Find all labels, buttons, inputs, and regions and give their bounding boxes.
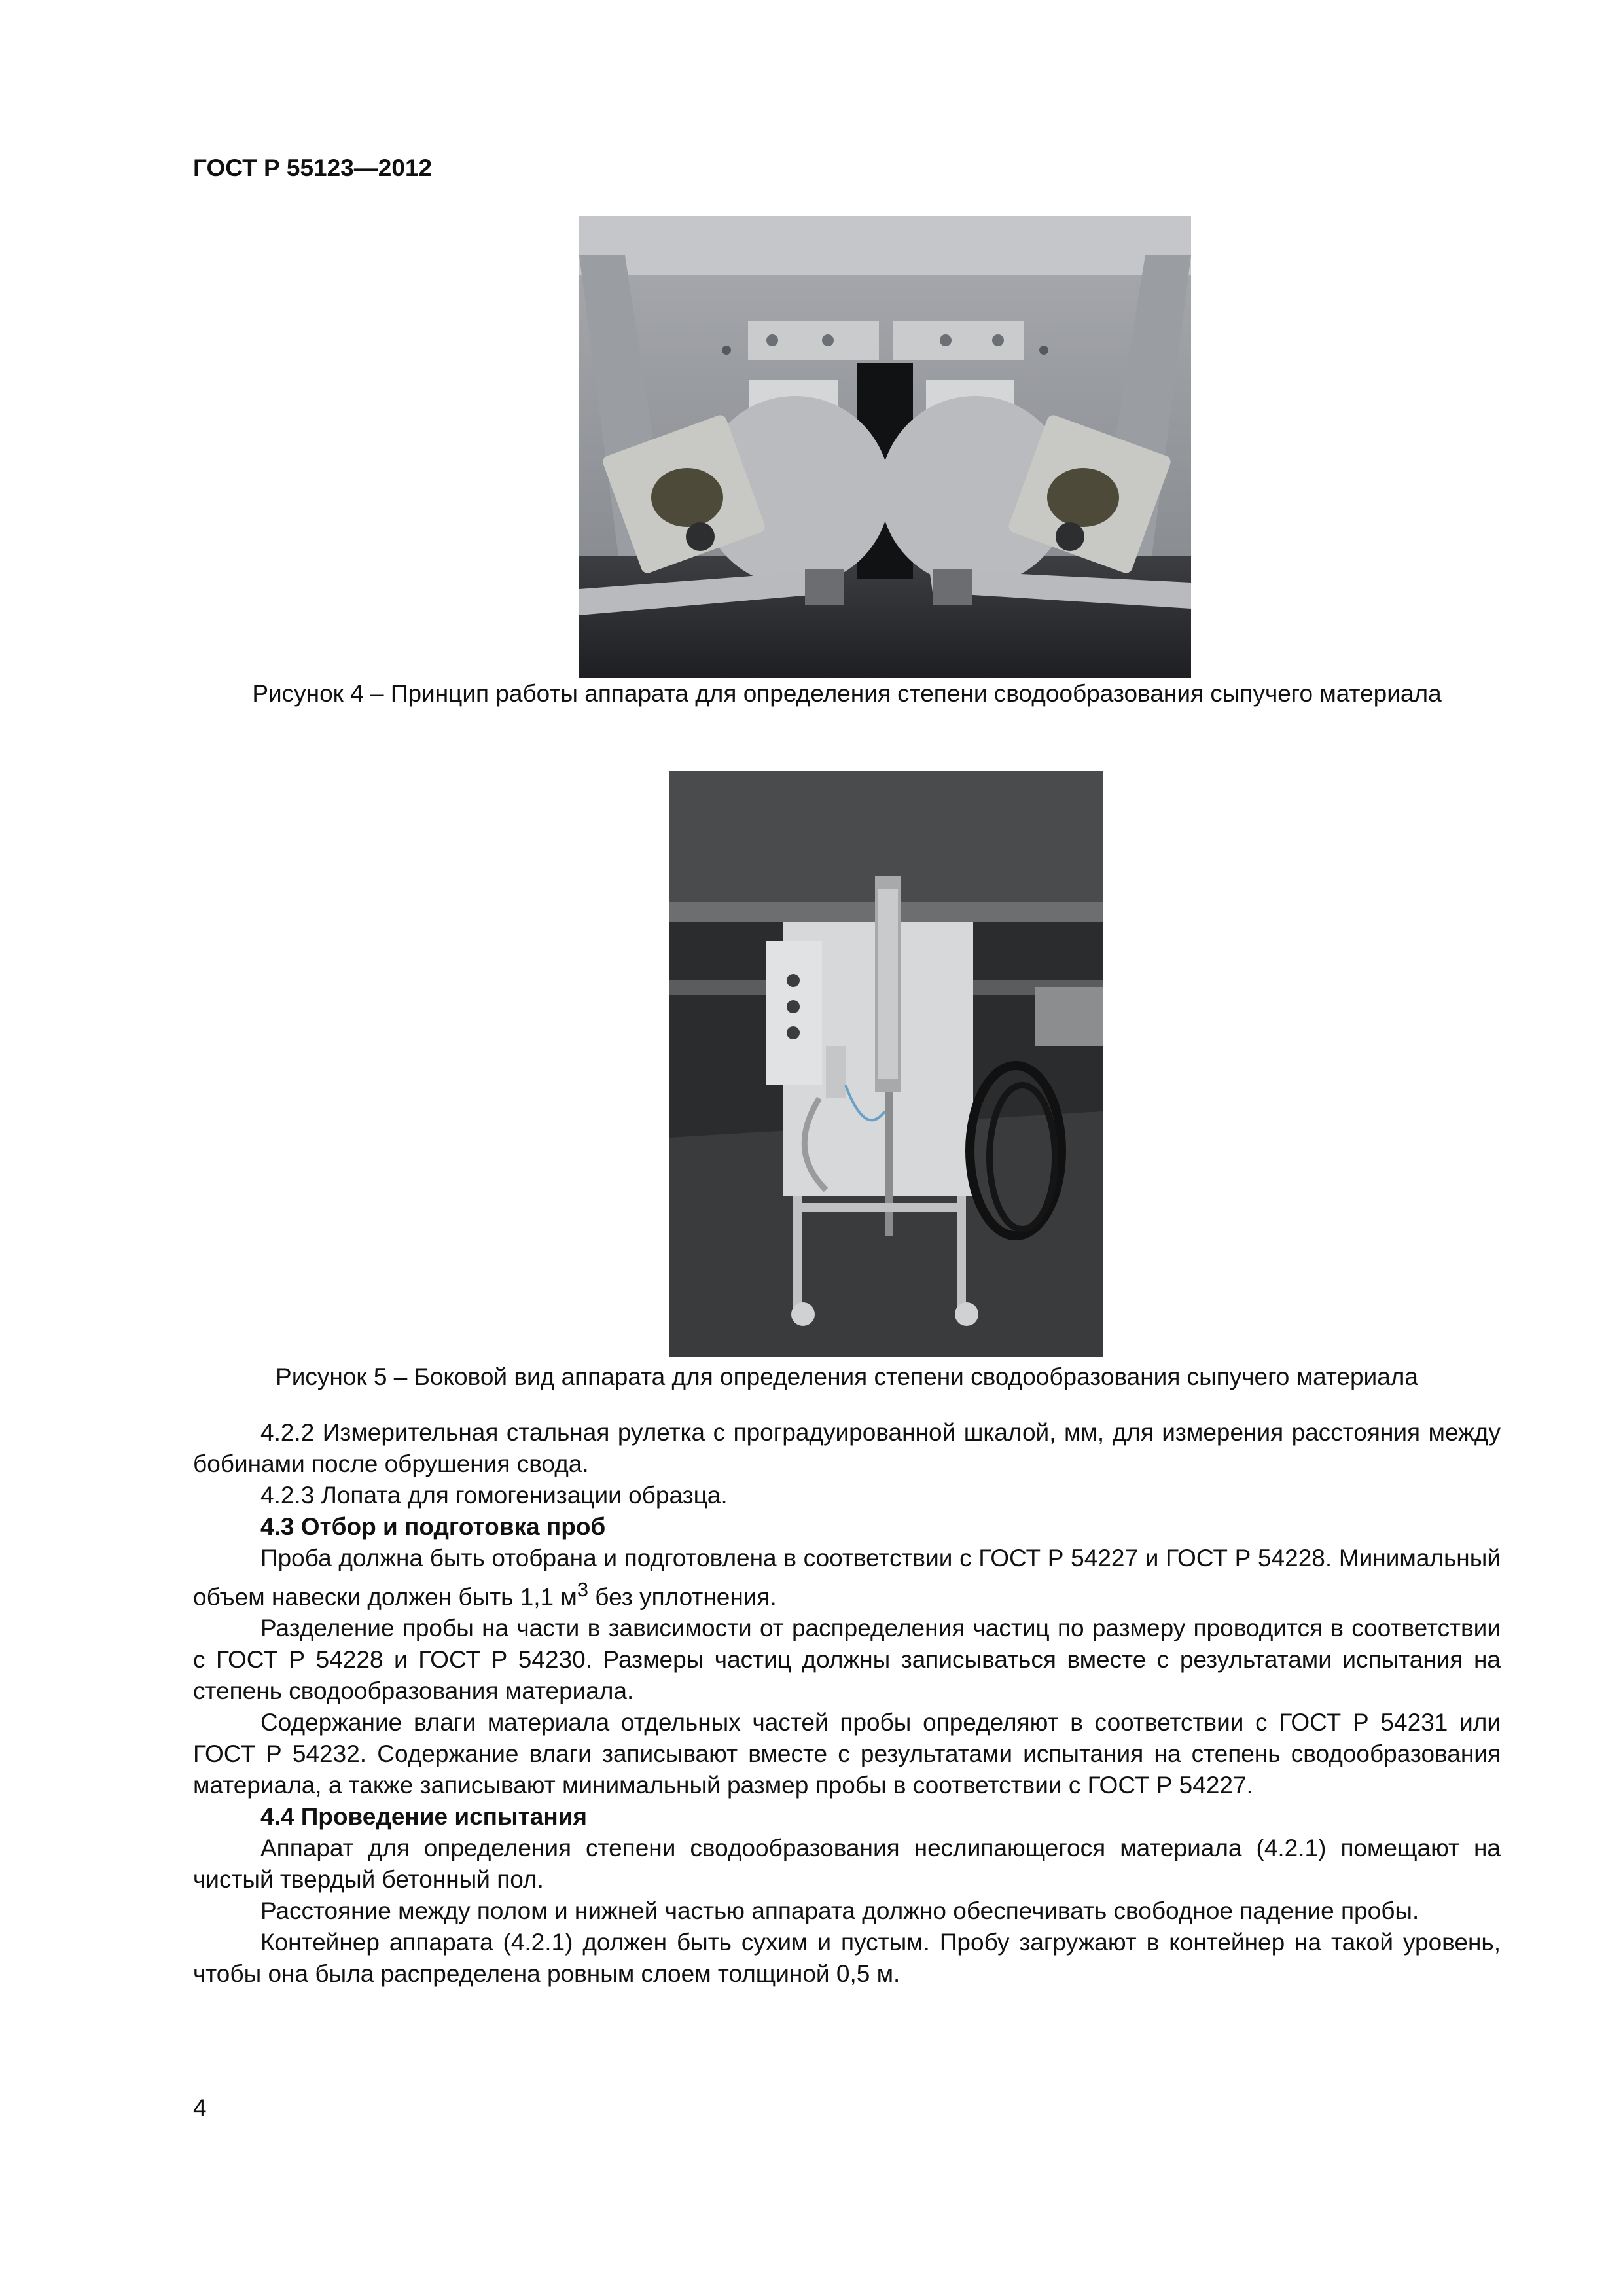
paragraph-sampling: [193, 1543, 1501, 1613]
figure-5-caption: Рисунок 5 – Боковой вид аппарата для определения степени сводообразования сыпучего материала: [276, 1363, 1418, 1390]
figure-4-photo: [579, 216, 1191, 678]
superscript-3: 3: [577, 1578, 589, 1601]
paragraph-particle-size: Разделение пробы на части в зависимости от распределения частиц по размеру проводится в соответствии с ГОСТ Р 54228 и ГОСТ Р 54230. Размеры частиц должны записываться вместе с результатами испытания на степень сводообразования материала.: [193, 1615, 1501, 1705]
paragraph-apparatus-placement: Аппарат для определения степени сводообразования неслипающегося материала (4.2.1) помещают на чистый твердый бетонный пол.: [193, 1835, 1501, 1893]
paragraph-moisture: Содержание влаги материала отдельных частей пробы определяют в соответствии с ГОСТ Р 54231 или ГОСТ Р 54232. Содержание влаги записывают вместе с результатами испытания на степень сводообразования материала, а также записывают минимальный размер пробы в соответствии с ГОСТ Р 54227.: [193, 1709, 1501, 1799]
figure-5-photo: [669, 771, 1103, 1357]
sampling-text: Проба должна быть отобрана и подготовлена в соответствии с ГОСТ Р 54227 и ГОСТ Р 54228. Минимальный объем навески должен быть 1,1 м: [193, 1545, 1501, 1611]
document-code-header: ГОСТ Р 55123—2012: [193, 154, 433, 181]
body-text: [193, 1417, 1501, 1990]
paragraph-4-2-2: 4.2.2 Измерительная стальная рулетка с проградуированной шкалой, мм, для измерения расстояния между бобинами после обрушения свода.: [193, 1419, 1501, 1477]
page-number: 4: [193, 2094, 207, 2121]
section-heading-4-4: 4.4 Проведение испытания: [260, 1803, 588, 1831]
figure-4-caption: Рисунок 4 – Принцип работы аппарата для определения степени сводообразования сыпучего материала: [252, 680, 1442, 707]
sampling-text-end: без уплотнения.: [588, 1583, 777, 1611]
paragraph-container: Контейнер аппарата (4.2.1) должен быть сухим и пустым. Пробу загружают в контейнер на такой уровень, чтобы она была распределена ровным слоем толщиной 0,5 м.: [193, 1929, 1501, 1988]
section-heading-4-3: 4.3 Отбор и подготовка проб: [260, 1513, 606, 1540]
paragraph-4-2-3: 4.2.3 Лопата для гомогенизации образца.: [260, 1482, 728, 1509]
paragraph-free-fall: Расстояние между полом и нижней частью аппарата должно обеспечивать свободное падение пробы.: [260, 1897, 1419, 1925]
